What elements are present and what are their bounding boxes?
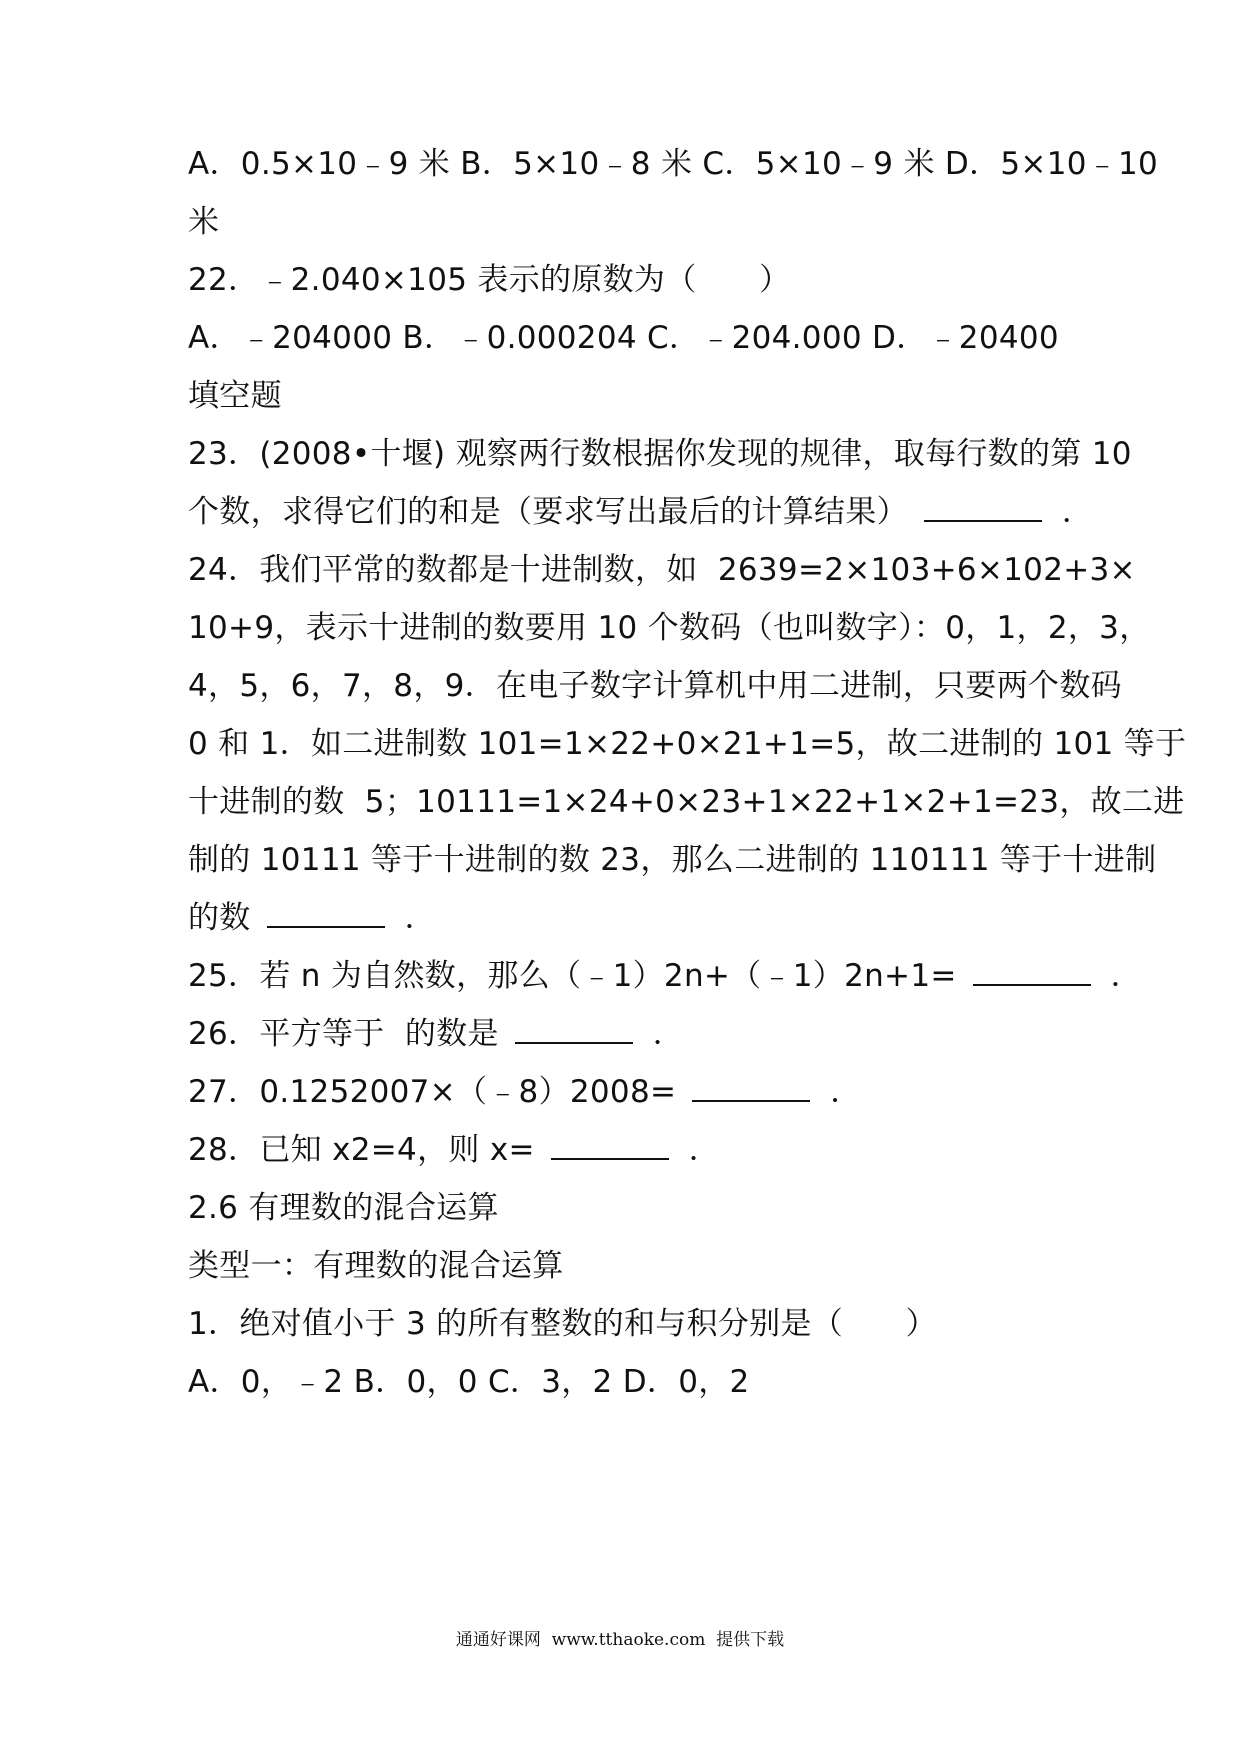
q24-answer-blank[interactable] [267,898,385,928]
q1-stem: 1．绝对值小于 3 的所有整数的和与积分别是（ ） [188,1306,937,1342]
q26-answer-blank[interactable] [515,1014,633,1044]
q23-text: 个数，求得它们的和是（要求写出最后的计算结果） [188,494,908,530]
q25-period: ． [1110,958,1142,994]
q24-stem-line5: 十进制的数 5；10111=1×24+0×23+1×22+1×2+1=23，故二进 [188,784,1185,820]
section-heading-fill-blank: 填空题 [188,378,282,414]
q23-answer-blank[interactable] [924,492,1042,522]
q27-text: 27．0.1252007×（﹣8）2008= [188,1074,677,1110]
q24-stem-line7 [188,898,1068,938]
q23-period: ． [1061,494,1094,530]
q25-answer-blank[interactable] [973,956,1091,986]
q25-text: 25．若 n 为自然数，那么（﹣1）2n+（﹣1）2n+1= [188,958,957,994]
q26-period: ． [652,1016,685,1052]
q28-stem [188,1130,1068,1170]
q28-text: 28．已知 x2=4，则 x= [188,1132,535,1168]
page-footer-watermark: 通通好课网 www.tthaoke.com 提供下载 [455,1630,785,1650]
subsection-heading-type-one: 类型一：有理数的混合运算 [188,1248,564,1284]
q27-answer-blank[interactable] [692,1072,810,1102]
q26-stem [188,1014,1068,1054]
q23-stem-line1: 23．(2008•十堰) 观察两行数根据你发现的规律，取每行数的第 10 [188,436,1132,472]
q24-stem-line1: 24．我们平常的数都是十进制数，如 2639=2×103+6×102+3× [188,552,1136,588]
q28-period: ． [688,1132,721,1168]
q24-text: 的数 [188,900,251,936]
q24-stem-line2: 10+9，表示十进制的数要用 10 个数码（也叫数字）：0，1，2，3， [188,610,1151,646]
q27-period: ． [830,1074,862,1110]
q24-stem-line4: 0 和 1．如二进制数 101=1×22+0×21+1=5，故二进制的 101 等于 [188,726,1187,762]
q24-period: ． [404,900,436,936]
section-heading-2-6: 2.6 有理数的混合运算 [188,1190,499,1226]
q28-answer-blank[interactable] [551,1130,669,1160]
q26-text: 26．平方等于 的数是 [188,1016,499,1052]
q24-stem-line6: 制的 10111 等于十进制的数 23，那么二进制的 110111 等于十进制 [188,842,1157,878]
q22-stem: 22．﹣2.040×105 表示的原数为（ ） [188,262,791,298]
q21-options-line2: 米 [188,204,220,240]
q27-stem [188,1072,1068,1112]
q22-options: A．﹣204000 B．﹣0.000204 C．﹣204.000 D．﹣20400 [188,320,1059,356]
q21-options-line1: A．0.5×10﹣9 米 B．5×10﹣8 米 C．5×10﹣9 米 D．5×10﹣10 [188,146,1159,182]
q25-stem [188,956,1142,996]
q23-stem-line2 [188,492,1094,532]
q24-stem-line3: 4，5，6，7，8，9．在电子数字计算机中用二进制，只要两个数码 [188,668,1122,704]
q1-options: A．0，﹣2 B．0，0 C．3，2 D．0，2 [188,1364,750,1400]
